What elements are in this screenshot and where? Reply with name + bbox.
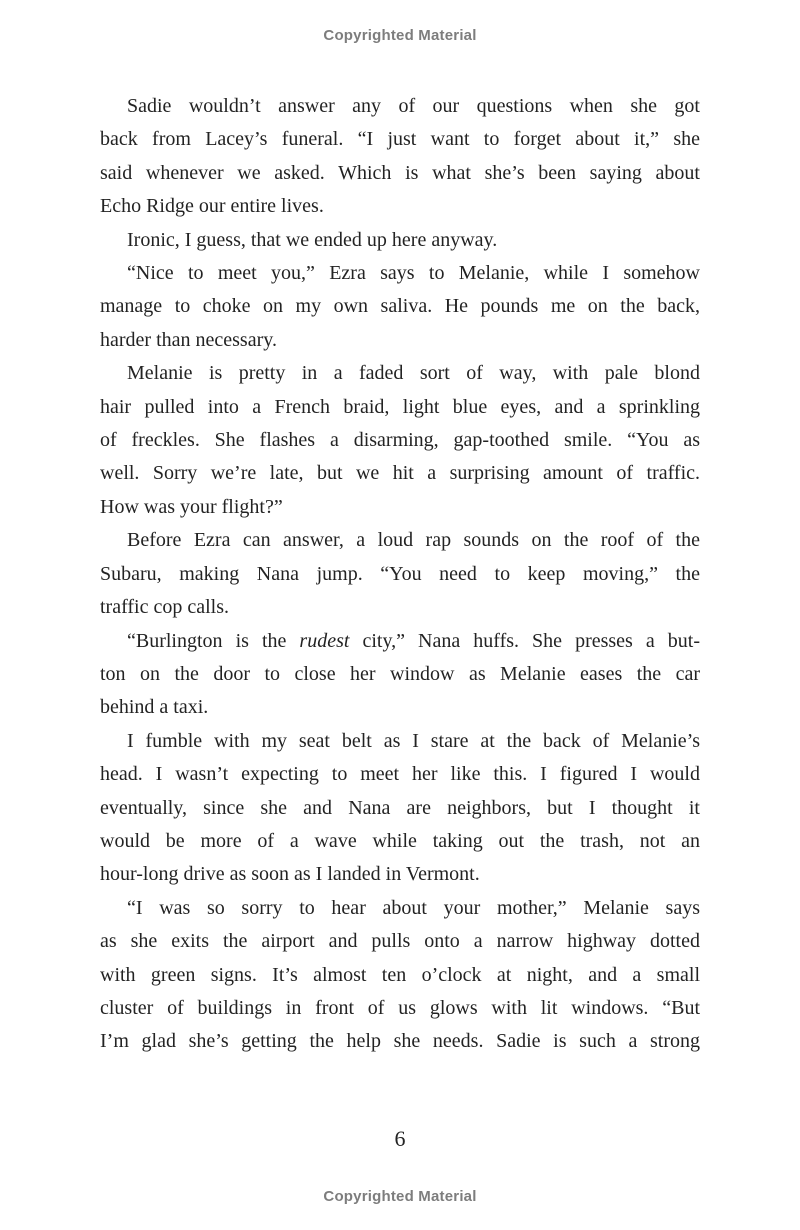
page-number: 6 <box>394 1126 406 1151</box>
text-line: ton on the door to close her window as Melanie eases the car <box>100 662 700 685</box>
text-line: Melanie is pretty in a faded sort of way, with pale blond <box>127 362 700 385</box>
text-line: How was your flight?” <box>100 495 283 518</box>
text-block <box>100 90 700 1059</box>
text-line: I fumble with my seat belt as I stare at the back of Melanie’s <box>127 729 700 752</box>
text-line: “Nice to meet you,” Ezra says to Melanie, while I somehow <box>127 262 700 285</box>
text-line: Echo Ridge our entire lives. <box>100 195 324 218</box>
copyright-notice-top: Copyrighted Material <box>323 27 477 44</box>
text-line: harder than necessary. <box>100 328 277 351</box>
text-line: back from Lacey’s funeral. “I just want to forget about it,” she <box>100 128 700 151</box>
text-line: as she exits the airport and pulls onto a narrow highway dotted <box>100 930 700 953</box>
paragraph <box>100 224 700 257</box>
text-line: hair pulled into a French braid, light blue eyes, and a sprinkling <box>100 395 700 418</box>
text-line: I’m glad she’s getting the help she needs. Sadie is such a strong <box>100 1030 700 1053</box>
paragraph <box>100 725 700 892</box>
text-line: manage to choke on my own saliva. He pounds me on the back, <box>100 295 700 318</box>
copyright-notice-bottom: Copyrighted Material <box>323 1188 477 1205</box>
text-line: would be more of a wave while taking out the trash, not an <box>100 829 700 852</box>
paragraph <box>100 524 700 624</box>
text-line: Sadie wouldn’t answer any of our questions when she got <box>127 95 700 117</box>
text-line: “I was so sorry to hear about your mother,” Melanie says <box>127 896 700 919</box>
italic-text: rudest <box>299 629 350 652</box>
text-line: of freckles. She flashes a disarming, gap-toothed smile. “You as <box>100 429 700 452</box>
text-line: “Burlington is the rudest city,” Nana huffs. She presses a but- <box>127 629 700 652</box>
text-line: traffic cop calls. <box>100 596 230 619</box>
paragraph <box>100 892 700 1059</box>
paragraph <box>100 625 700 725</box>
paragraph <box>100 357 700 524</box>
text-line: well. Sorry we’re late, but we hit a surprising amount of traffic. <box>100 462 700 485</box>
text-line: Ironic, I guess, that we ended up here anyway. <box>127 228 498 251</box>
text-line: behind a taxi. <box>100 696 209 719</box>
text-line: cluster of buildings in front of us glows with lit windows. “But <box>100 996 700 1019</box>
text-line: with green signs. It’s almost ten o’clock at night, and a small <box>100 963 700 986</box>
text-line: Before Ezra can answer, a loud rap sounds on the roof of the <box>127 529 700 552</box>
paragraph <box>100 90 700 224</box>
text-line: Subaru, making Nana jump. “You need to keep moving,” the <box>100 562 700 585</box>
text-line: eventually, since she and Nana are neighbors, but I thought it <box>100 796 700 819</box>
text-line: hour-long drive as soon as I landed in Vermont. <box>100 863 480 886</box>
paragraph <box>100 257 700 357</box>
text-line: said whenever we asked. Which is what she’s been saying about <box>100 161 700 184</box>
text-line: head. I wasn’t expecting to meet her like this. I figured I would <box>100 763 700 786</box>
